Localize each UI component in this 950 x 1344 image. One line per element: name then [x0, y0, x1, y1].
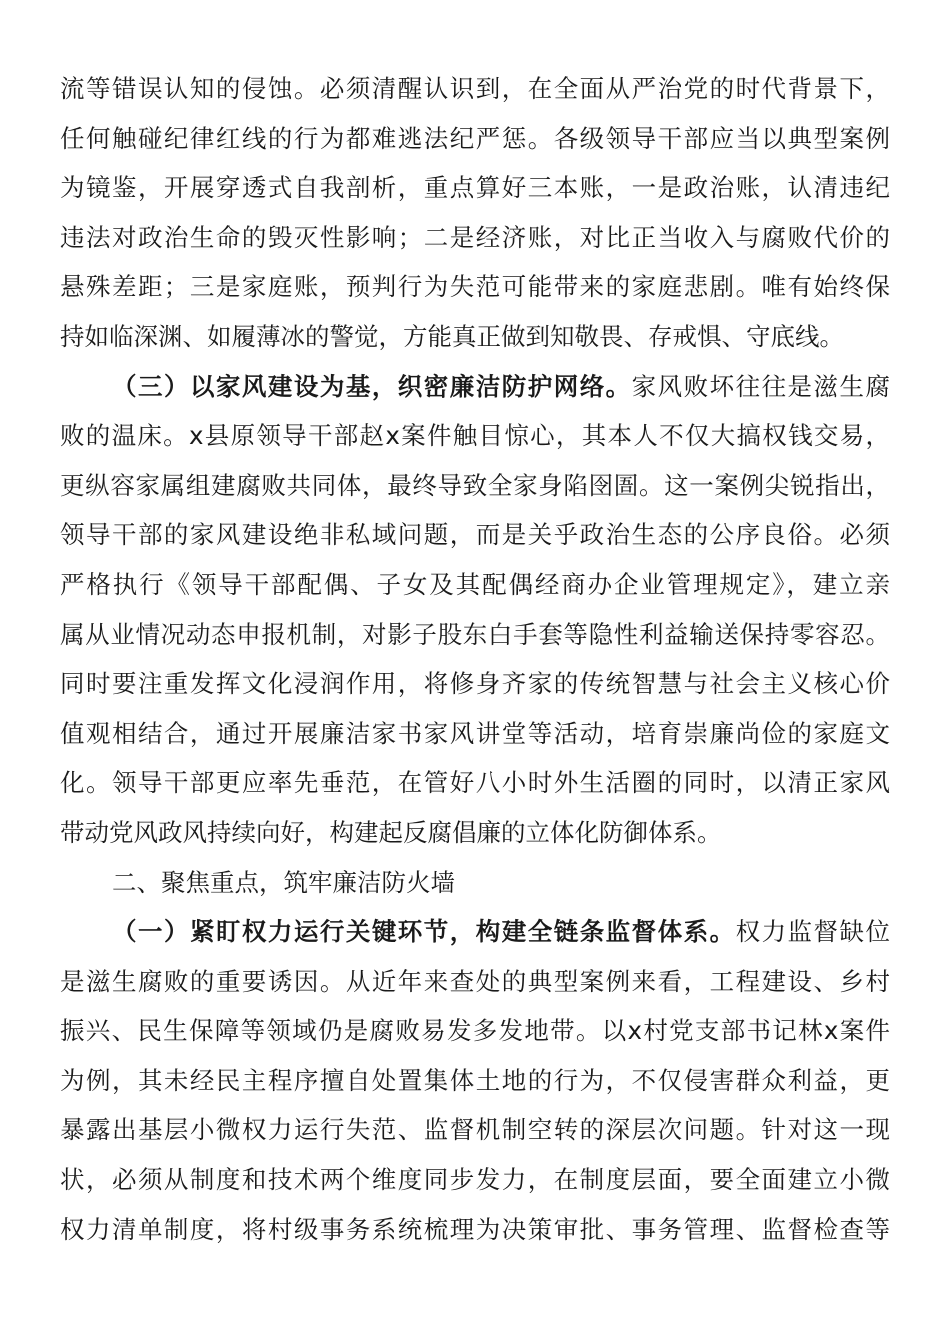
paragraph-2 [60, 362, 890, 858]
paragraph-line: 暴露出基层小微权力运行失范、监督机制空转的深层次问题。针对这一现 [60, 1115, 890, 1145]
paragraph-first-line [60, 362, 890, 412]
paragraph-line: 败的温床。x县原领导干部赵x案件触目惊心，其本人不仅大搞权钱交易， [60, 421, 890, 451]
paragraph-line: 状，必须从制度和技术两个维度同步发力，在制度层面，要全面建立小微 [60, 1165, 890, 1195]
subheading-bold-lead: （三）以家风建设为基，织密廉洁防护网络。 [112, 371, 632, 401]
paragraph-line: 为例，其未经民主程序擅自处置集体土地的行为，不仅侵害群众利益，更 [60, 1065, 890, 1095]
paragraph-line: 严格执行《领导干部配偶、子女及其配偶经商办企业管理规定》，建立亲 [60, 569, 890, 599]
paragraph-line: 持如临深渊、如履薄冰的警觉，方能真正做到知敬畏、存戒惧、守底线。 [60, 321, 844, 351]
paragraph-line: 悬殊差距；三是家庭账，预判行为失范可能带来的家庭悲剧。唯有始终保 [60, 272, 890, 302]
paragraph-line: 同时要注重发挥文化浸润作用，将修身齐家的传统智慧与社会主义核心价 [60, 669, 890, 699]
paragraph-1 [60, 64, 890, 362]
paragraph-line: 是滋生腐败的重要诱因。从近年来查处的典型案例来看，工程建设、乡村 [60, 966, 890, 996]
paragraph-line: 值观相结合，通过开展廉洁家书家风讲堂等活动，培育崇廉尚俭的家庭文 [60, 718, 890, 748]
paragraph-line: 更纵容家属组建腐败共同体，最终导致全家身陷囹圄。这一案例尖锐指出， [60, 470, 890, 500]
paragraph-3 [60, 907, 890, 1254]
paragraph-line: 领导干部的家风建设绝非私域问题，而是关乎政治生态的公序良俗。必须 [60, 520, 890, 550]
paragraph-line: 权力清单制度，将村级事务系统梳理为决策审批、事务管理、监督检查等 [60, 1214, 890, 1244]
paragraph-line: 振兴、民生保障等领域仍是腐败易发多发地带。以x村党支部书记林x案件 [60, 1016, 890, 1046]
paragraph-line: 任何触碰纪律红线的行为都难逃法纪严惩。各级领导干部应当以典型案例 [60, 123, 890, 153]
paragraph-line: 违法对政治生命的毁灭性影响；二是经济账，对比正当收入与腐败代价的 [60, 222, 890, 252]
paragraph-line: 流等错误认知的侵蚀。必须清醒认识到，在全面从严治党的时代背景下， [60, 74, 890, 103]
paragraph-line: 化。领导干部更应率先垂范，在管好八小时外生活圈的同时，以清正家风 [60, 768, 890, 798]
paragraph-line: 带动党风政风持续向好，构建起反腐倡廉的立体化防御体系。 [60, 817, 722, 847]
section-heading: 二、聚焦重点，筑牢廉洁防火墙 [112, 867, 455, 897]
paragraph-first-line [60, 907, 890, 957]
paragraph-line: 属从业情况动态申报机制，对影子股东白手套等隐性利益输送保持零容忍。 [60, 619, 890, 649]
paragraph-first-line-text: 家风败坏往往是滋生腐 [631, 371, 890, 401]
document-body [60, 64, 890, 1254]
paragraph-first-line-text: 权力监督缺位 [735, 917, 890, 947]
paragraph-line: 为镜鉴，开展穿透式自我剖析，重点算好三本账，一是政治账，认清违纪 [60, 173, 890, 203]
subheading-bold-lead: （一）紧盯权力运行关键环节，构建全链条监督体系。 [112, 917, 736, 947]
